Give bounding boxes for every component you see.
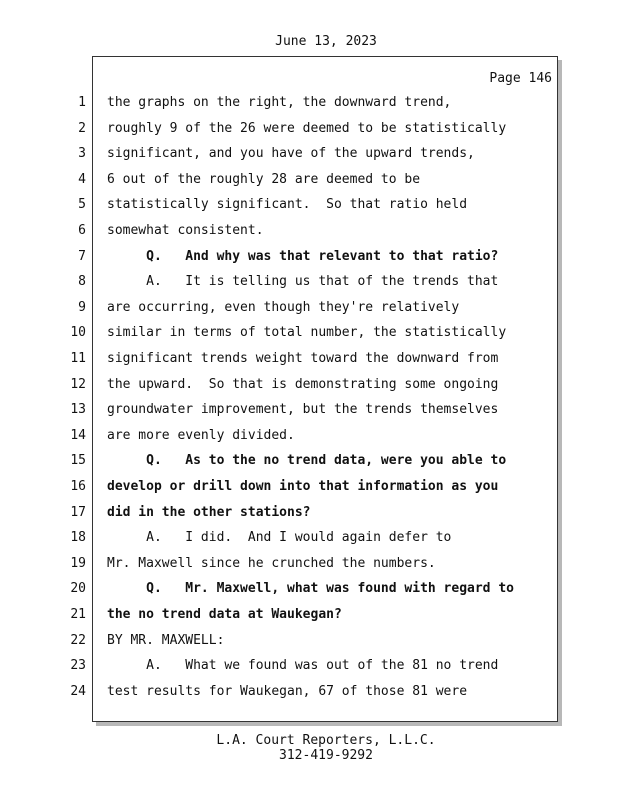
line-number: 22 (70, 632, 86, 648)
line-number: 10 (70, 325, 86, 341)
line-text: are more evenly divided. (107, 427, 295, 443)
line-text: similar in terms of total number, the statistically (107, 325, 507, 341)
line-number: 2 (78, 120, 86, 136)
line-number: 20 (70, 581, 86, 597)
line-number: 17 (70, 504, 86, 520)
line-number: 1 (78, 95, 86, 110)
line-number: 6 (78, 223, 86, 238)
line-number: 23 (70, 658, 86, 674)
page-number: Page 146 (489, 71, 552, 86)
line-text: BY MR. MAXWELL: (107, 632, 225, 648)
line-text: Q. As to the no trend data, were you able to (107, 453, 507, 469)
transcript-date: June 13, 2023 (275, 34, 377, 49)
line-number: 21 (70, 607, 86, 622)
line-number: 24 (70, 683, 86, 699)
line-number: 18 (70, 530, 86, 546)
line-number: 15 (70, 453, 86, 469)
footer-phone: 312-419-9292 (279, 748, 373, 763)
line-text: somewhat consistent. (107, 223, 264, 238)
line-number: 5 (78, 197, 86, 213)
line-text: Mr. Maxwell since he crunched the numbers. (107, 555, 436, 571)
line-text: roughly 9 of the 26 were deemed to be statistically (107, 120, 507, 136)
line-text: 6 out of the roughly 28 are deemed to be (107, 171, 421, 187)
footer-company: L.A. Court Reporters, L.L.C. (216, 733, 436, 748)
line-text: develop or drill down into that information as you (107, 479, 499, 494)
line-text: the no trend data at Waukegan? (107, 607, 342, 622)
line-number: 8 (78, 274, 86, 290)
line-number: 13 (70, 402, 86, 418)
line-number: 4 (78, 171, 86, 187)
line-number: 14 (70, 427, 86, 443)
line-number: 12 (70, 376, 86, 392)
line-text: the graphs on the right, the downward trend, (107, 95, 452, 110)
line-number: 3 (78, 146, 86, 162)
line-number: 19 (70, 555, 86, 571)
footer (0, 733, 618, 763)
line-number: 9 (78, 299, 86, 315)
line-text: are occurring, even though they're relatively (107, 299, 460, 315)
line-text: did in the other stations? (107, 504, 311, 520)
line-text: significant, and you have of the upward trends, (107, 146, 475, 162)
line-text: statistically significant. So that ratio held (107, 197, 468, 213)
line-text: A. What we found was out of the 81 no trend (107, 658, 499, 674)
line-text: the upward. So that is demonstrating some ongoing (107, 376, 499, 392)
line-text: A. I did. And I would again defer to (107, 530, 452, 546)
line-number: 11 (70, 351, 86, 366)
line-number: 7 (78, 248, 86, 264)
line-text: Q. Mr. Maxwell, what was found with regard to (107, 581, 514, 597)
line-text: significant trends weight toward the downward from (107, 351, 499, 366)
line-text: groundwater improvement, but the trends themselves (107, 402, 499, 418)
line-text: Q. And why was that relevant to that ratio? (107, 248, 499, 264)
line-number: 16 (70, 479, 86, 494)
line-text: test results for Waukegan, 67 of those 81 were (107, 683, 468, 699)
line-text: A. It is telling us that of the trends that (107, 274, 499, 290)
